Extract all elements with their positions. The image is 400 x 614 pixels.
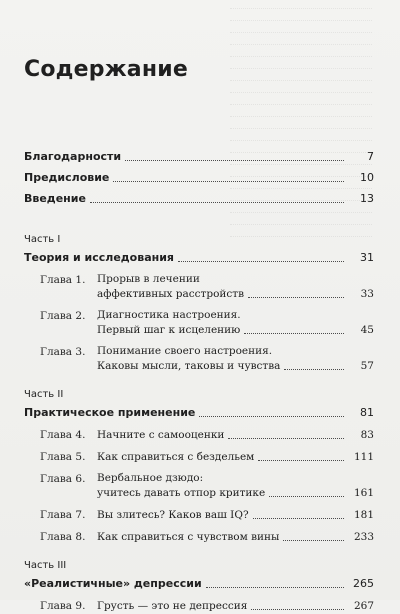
toc-front-introduction[interactable]: [24, 191, 374, 207]
dot-leader: [251, 609, 344, 610]
chapter-number: Глава 8.: [40, 531, 86, 543]
chapter-number: Глава 6.: [40, 473, 86, 485]
chapter-number: Глава 3.: [40, 346, 86, 358]
toc-part-title: Практическое применение: [24, 406, 196, 419]
dot-leader: [206, 587, 344, 588]
toc-page-number: 57: [360, 360, 374, 372]
toc-entry-title: Введение: [24, 192, 86, 205]
toc-page-number: 10: [360, 171, 374, 184]
toc-front-preface[interactable]: [24, 170, 374, 186]
chapter-title-line: Вербальное дзюдо:: [97, 472, 204, 484]
chapter-title-line: Вы злитесь? Каков ваш IQ?: [97, 509, 249, 521]
toc-chapter-2[interactable]: [24, 308, 374, 338]
chapter-number: Глава 4.: [40, 429, 86, 441]
dot-leader: [284, 369, 344, 370]
toc-entry-title: Благодарности: [24, 150, 122, 163]
toc-part-1[interactable]: [24, 250, 374, 266]
chapter-title-line: Как справиться с бездельем: [97, 451, 255, 463]
dot-leader: [248, 297, 344, 298]
dot-leader: [269, 496, 344, 497]
chapter-title-line: аффективных расстройств: [97, 288, 244, 300]
table-of-contents: [24, 144, 374, 614]
toc-chapter-1[interactable]: [24, 272, 374, 302]
dot-leader: [283, 540, 344, 541]
toc-chapter-6[interactable]: [24, 471, 374, 501]
part-label: Часть I: [24, 234, 61, 245]
chapter-number: Глава 2.: [40, 310, 86, 322]
chapter-number: Глава 9.: [40, 600, 86, 612]
toc-page-number: 81: [360, 406, 374, 419]
toc-front-acknowledgements[interactable]: [24, 149, 374, 165]
dot-leader: [228, 438, 344, 439]
chapter-title-line: Диагностика настроения.: [97, 309, 241, 321]
part-label: Часть III: [24, 560, 67, 571]
dot-leader: [199, 416, 344, 417]
toc-chapter-8[interactable]: [24, 529, 374, 545]
page-title: Содержание: [24, 57, 188, 82]
chapter-number: Глава 5.: [40, 451, 86, 463]
toc-page-number: 111: [353, 451, 374, 463]
toc-page-number: 33: [360, 288, 374, 300]
chapter-title-line: Первый шаг к исцелению: [97, 324, 241, 336]
chapter-title-line: Как справиться с чувством вины: [97, 531, 280, 543]
chapter-title-line: Понимание своего настроения.: [97, 345, 273, 357]
toc-page-number: 45: [360, 324, 374, 336]
toc-page-number: 161: [353, 487, 374, 499]
dot-leader: [178, 261, 344, 262]
toc-part-title: «Реалистичные» депрессии: [24, 577, 202, 590]
toc-chapter-9[interactable]: [24, 598, 374, 614]
chapter-title-line: Прорыв в лечении: [97, 273, 200, 285]
chapter-title-line: Каковы мысли, таковы и чувства: [97, 360, 281, 372]
toc-chapter-3[interactable]: [24, 344, 374, 374]
chapter-number: Глава 1.: [40, 274, 86, 286]
toc-page-number: 7: [367, 150, 374, 163]
toc-part-2[interactable]: [24, 405, 374, 421]
dot-leader: [258, 460, 344, 461]
dot-leader: [113, 181, 344, 182]
toc-page-number: 233: [353, 531, 374, 543]
toc-entry-title: Предисловие: [24, 171, 110, 184]
toc-page-number: 13: [360, 192, 374, 205]
part-label: Часть II: [24, 389, 64, 400]
chapter-number: Глава 7.: [40, 509, 86, 521]
toc-chapter-4[interactable]: [24, 427, 374, 443]
dot-leader: [253, 518, 344, 519]
chapter-title-line: Начните с самооценки: [97, 429, 225, 441]
toc-page-number: 31: [360, 251, 374, 264]
dot-leader: [244, 333, 344, 334]
dot-leader: [90, 202, 344, 203]
toc-page-number: 83: [360, 429, 374, 441]
dot-leader: [125, 160, 344, 161]
toc-page-number: 267: [353, 600, 374, 612]
toc-part-title: Теория и исследования: [24, 251, 174, 264]
chapter-title-line: Грусть — это не депрессия: [97, 600, 248, 612]
chapter-title-line: учитесь давать отпор критике: [97, 487, 266, 499]
toc-chapter-5[interactable]: [24, 449, 374, 465]
toc-part-3[interactable]: [24, 576, 374, 592]
toc-page-number: 181: [353, 509, 374, 521]
toc-chapter-7[interactable]: [24, 507, 374, 523]
toc-page-number: 265: [353, 577, 374, 590]
